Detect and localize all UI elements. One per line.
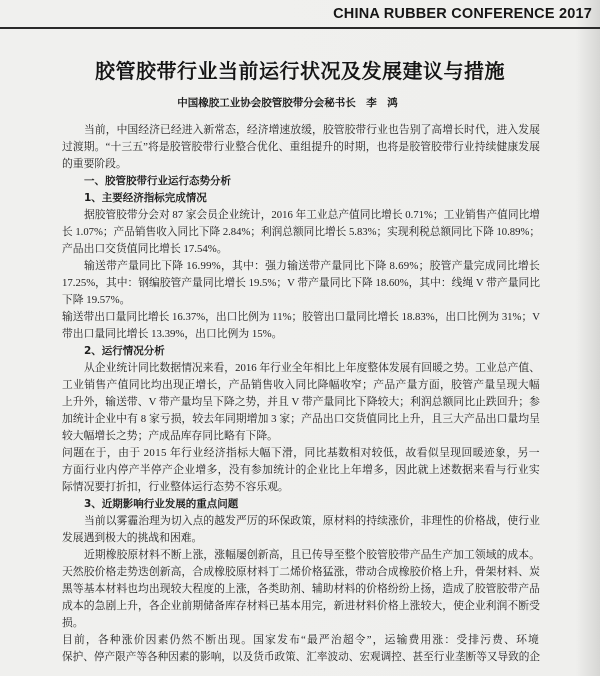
text-line: 输送带产量同比下降 16.99%，其中：强力输送带产量同比下降 8.69%；胶管产量完成同比增长 [84,260,540,272]
text-line: 的重要阶段。 [62,158,127,170]
paragraph [62,445,540,496]
text-line: 发展遇到极大的挑战和困难。 [62,532,203,544]
text-line: 加统计企业中有 8 家亏损，较去年同期增加 3 家；产品出口交货值同比上升，且三大产品出口量均呈 [62,413,540,425]
text-line: 目前，各种涨价因素仍然不断出现。国家发布“最严治超令”，运输费用涨：受排污费、环境 [62,634,540,646]
text-line: 当前以雾霾治理为切入点的越发严厉的环保政策，原材料的持续涨价，非理性的价格战，使行业 [84,515,540,527]
section-heading: 一、胶管胶带行业运行态势分析 [84,175,231,187]
text-line: 损。 [62,617,84,629]
subsection-heading: 1、主要经济指标完成情况 [84,192,207,204]
paragraph [62,207,540,258]
text-line: 问题在于，由于 2015 年行业经济指标大幅下滑，同比基数相对较低，故看似呈现回暖迹象，另一 [62,447,540,459]
paragraph [62,309,540,343]
text-line: 过渡期。“十三五”将是胶管胶带行业整合优化、重组提升的时期，也将是胶管胶带行业持续健康发展 [62,141,540,153]
text-line: 工业销售产值同比均出现正增长，产品销售收入同比降幅收窄；产品产量方面，胶管产量呈现大幅 [62,379,540,391]
text-line: 上升外，输送带、V 带产量均呈下降之势，并且 V 带产量同比下降较大；利润总额同比止跌回升；参 [62,396,540,408]
text-line: 长 1.07%；产品销售收入同比下降 2.84%；利润总额同比增长 5.83%；实现利税总额同比下降 10.89%； [62,226,540,238]
article-title: 胶管胶带行业当前运行状况及发展建议与措施 [95,59,505,83]
paragraph [62,547,540,632]
author-line: 中国橡胶工业协会胶管胶带分会秘书长 李 鸿 [177,97,398,109]
header-rule [0,27,600,29]
text-line: 成本的急剧上升，各企业前期储备库存材料已基本用完，新进材料价格上涨较大，使企业利润不断受 [62,600,540,612]
text-line: 际情况要打折扣，行业整体运行态势不容乐观。 [62,481,289,493]
paragraph [62,360,540,445]
text-line: 黑等基本材料也均出现较大程度的上涨，各类助剂、辅助材料的价格纷纷上扬，造成了胶管胶带产品 [62,583,540,595]
text-line: 据胶管胶带分会对 87 家会员企业统计，2016 年工业总产值同比增长 0.71%；工业销售产值同比增 [84,209,540,221]
subsection-heading: 2、运行情况分析 [84,345,165,357]
subsection-heading: 3、近期影响行业发展的重点问题 [84,498,239,510]
text-line: 下降 19.57%。 [62,294,131,306]
text-line: 近期橡胶原材料不断上涨，涨幅屡创新高，且已传导至整个胶管胶带产品生产加工领域的成本。 [84,549,540,561]
text-line: 带出口量同比增长 13.39%，出口比例为 15%。 [62,328,283,340]
text-line: 从企业统计同比数据情况来看，2016 年行业全年相比上年度整体发展有回暖之势。工业总产值、 [84,362,540,374]
text-line: 保护、停产限产等各种因素的影响，以及货币政策、汇率波动、宏观调控、甚至行业垄断等又导致的企 [62,651,540,663]
intro-paragraph [62,122,540,173]
text-line: 17.25%，其中：钢编胶管产量同比增长 19.5%；V 带产量同比下降 18.60%，其中：线绳 V 带产量同比 [62,277,540,289]
text-line: 当前，中国经济已经进入新常态，经济增速放缓，胶管胶带行业也告别了高增长时代，进入发展 [84,124,540,136]
article-body [62,122,540,666]
text-line: 产品出口交货值同比增长 17.54%。 [62,243,228,255]
paragraph [62,258,540,309]
text-line: 方面行业内停产半停产企业增多，没有参加统计的企业比上年增多，因此就上述数据来看与行业实 [62,464,540,476]
paragraph [62,513,540,547]
paragraph [62,632,540,666]
text-line: 输送带出口量同比增长 16.37%，出口比例为 11%；胶管出口量同比增长 18.83%，出口比例为 31%；V [62,311,540,323]
text-line: 天然胶价格走势迭创新高，合成橡胶原材料丁二烯价格猛涨，带动合成橡胶价格上升，骨架材料、炭 [62,566,540,578]
text-line: 较大幅增长之势；产成品库存同比略有下降。 [62,430,278,442]
conference-header: CHINA RUBBER CONFERENCE 2017 [333,6,592,22]
